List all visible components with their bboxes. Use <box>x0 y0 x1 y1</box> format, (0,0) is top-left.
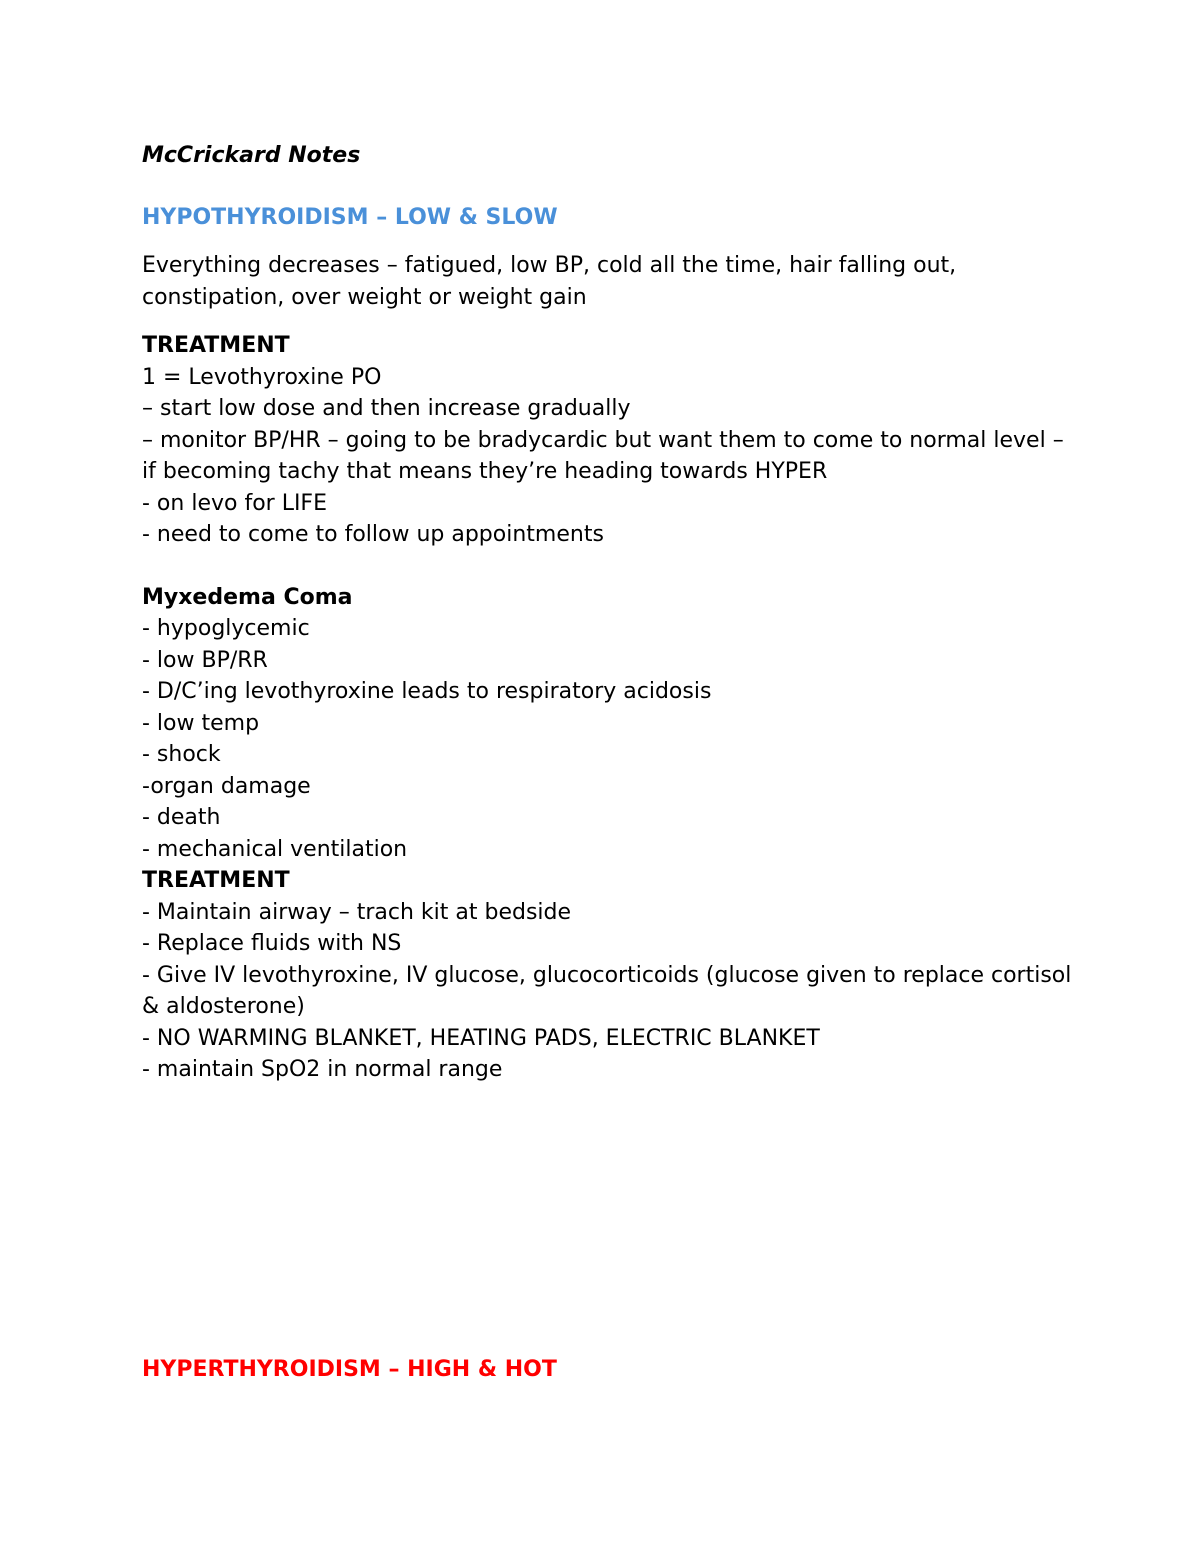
myxedema-heading: Myxedema Coma <box>142 584 353 610</box>
treatment-line: - Maintain airway – trach kit at bedside <box>142 899 572 925</box>
symptom-line: - death <box>142 805 221 830</box>
document-content <box>142 140 1082 1086</box>
symptom-line: - D/C’ing levothyroxine leads to respiratory acidosis <box>142 679 712 704</box>
treatment-line: - Give IV levothyroxine, IV glucose, glucocorticoids (glucose given to replace cortisol & aldosterone) <box>142 962 1072 1019</box>
symptom-line: - low BP/RR <box>142 647 268 673</box>
treatment-line: – start low dose and then increase gradually <box>142 396 631 421</box>
treatment-line: 1 = Levothyroxine PO <box>142 364 382 390</box>
treatment-line: - need to come to follow up appointments <box>142 522 604 547</box>
symptom-line: - mechanical ventilation <box>142 836 408 862</box>
myxedema-treatment-heading: TREATMENT <box>142 868 290 893</box>
symptom-line: - low temp <box>142 710 260 736</box>
hypothyroidism-treatment-heading: TREATMENT <box>142 333 290 358</box>
symptom-line: -organ damage <box>142 773 311 799</box>
document-title: McCrickard Notes <box>142 143 361 168</box>
treatment-line: - NO WARMING BLANKET, HEATING PADS, ELECTRIC BLANKET <box>142 1025 820 1051</box>
myxedema-section <box>142 582 1082 1086</box>
treatment-line: - Replace fluids with NS <box>142 931 402 956</box>
treatment-line: - maintain SpO2 in normal range <box>142 1057 503 1082</box>
treatment-line: - on levo for LIFE <box>142 490 327 516</box>
hypothyroidism-heading: HYPOTHYROIDISM – LOW & SLOW <box>142 204 558 230</box>
hypothyroidism-treatment <box>142 330 1082 551</box>
treatment-line: – monitor BP/HR – going to be bradycardic but want them to come to normal level – if becoming tachy that means they’re heading towards HYPER <box>142 427 1064 484</box>
symptom-line: - shock <box>142 742 221 767</box>
hyperthyroidism-heading: HYPERTHYROIDISM – HIGH & HOT <box>142 1357 557 1382</box>
hypothyroidism-description: Everything decreases – fatigued, low BP, cold all the time, hair falling out, constipation, over weight or weight gain <box>142 253 957 310</box>
symptom-line: - hypoglycemic <box>142 616 310 641</box>
